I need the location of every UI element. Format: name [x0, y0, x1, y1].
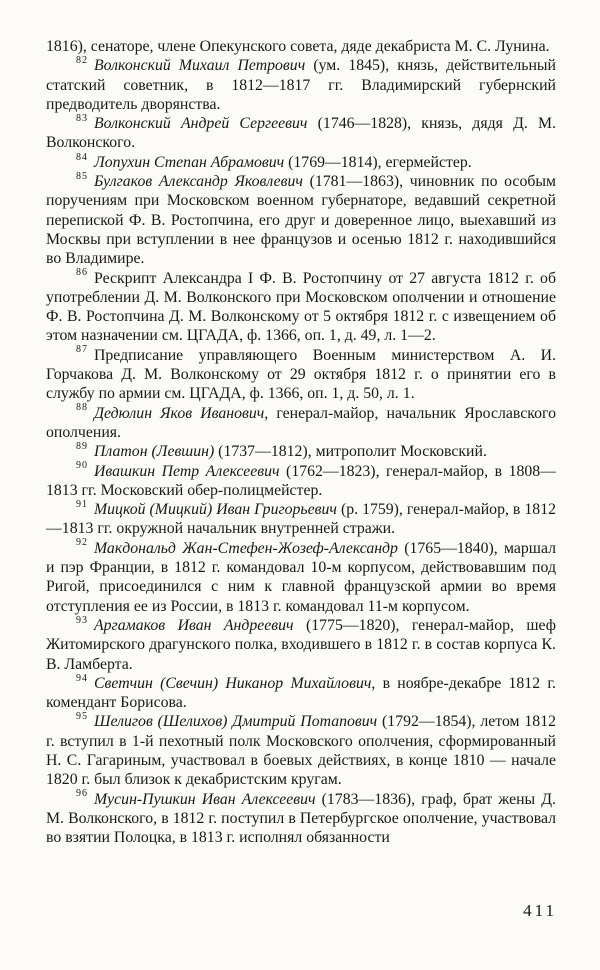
footnote-paragraph	[46, 674, 556, 713]
footnote-paragraph	[46, 404, 556, 443]
footnote-person-name: Мицкой (Мицкий) Иван Григорьевич	[94, 501, 337, 519]
footnote-person-name: Аргамаков Иван Андреевич	[94, 616, 294, 634]
footnote-paragraph	[46, 114, 556, 153]
footnote-marker: 91	[76, 498, 88, 510]
footnote-paragraph	[46, 346, 556, 404]
footnote-text: 1816), сенаторе, члене Опекунского совета, дяде декабриста М. С. Лунина.	[46, 38, 550, 55]
footnote-paragraph	[46, 37, 556, 56]
footnote-text: (1781—1863), чиновник по особым поручениям при Московском военном губернаторе, ведавший секретной перепиской Ф. В. Ростопчина, его друг и доверенное лицо, выехавший из Москвы при вступлении в нее французов и осенью 1812 г. находившийся во Владимире.	[46, 173, 556, 268]
footnote-paragraph	[46, 56, 556, 114]
footnote-text: (1746—1828), князь, дядя Д. М. Волконского.	[46, 115, 556, 152]
footnote-text: (ум. 1845), князь, действительный статский советник, в 1812—1817 гг. Владимирский губернский предводитель дворянства.	[46, 57, 556, 113]
footnote-person-name: Шелигов (Шелихов) Дмитрий Потапович	[94, 713, 378, 731]
footnote-marker: 92	[76, 537, 88, 549]
footnote-text: (1783—1836), граф, брат жены Д. М. Волконского, в 1812 г. поступил в Петербургское ополчение, участвовал во взятии Полоцка, в 1813 г. исполнял обязанности	[46, 790, 556, 847]
footnote-text: Предписание управляющего Военным министерством А. И. Горчакова Д. М. Волконскому от 29 октября 1812 г. о принятии его в службу по армии см. ЦГАДА, ф. 1366, оп. 1, д. 50, л. 1.	[46, 346, 556, 403]
footnote-paragraph	[46, 712, 556, 789]
footnote-marker: 88	[76, 402, 88, 414]
footnote-marker: 94	[76, 672, 88, 684]
footnote-text: (1762—1823), генерал-майор, в 1808—1813 гг. Московский обер-полицмейстер.	[46, 462, 556, 499]
footnote-marker: 95	[76, 711, 88, 723]
footnote-marker: 86	[76, 267, 88, 279]
footnote-person-name: Светчин (Свечин) Никанор Михайлович	[94, 674, 372, 692]
footnote-text: (р. 1759), генерал-майор, в 1812—1813 гг. окружной начальник внутренней стражи.	[46, 501, 556, 538]
footnote-person-name: Платон (Левшин)	[94, 443, 215, 461]
footnote-text: , в ноябре-декабре 1812 г. комендант Борисова.	[46, 674, 556, 712]
footnote-paragraph	[46, 616, 556, 674]
footnote-paragraph	[46, 269, 556, 346]
footnote-marker: 93	[76, 614, 88, 626]
footnote-marker: 84	[76, 151, 88, 163]
footnotes-text-block	[46, 37, 556, 847]
footnote-text: (1765—1840), маршал и пэр Франции, в 1812 г. командовал 10-м корпусом, действовавшим под Ригой, присоединился с ним к главной французской армии во время отступления ее из России, в 1813 г. командовал 11-м корпусом.	[46, 539, 556, 615]
footnote-marker: 83	[76, 112, 88, 124]
footnote-paragraph	[46, 500, 556, 539]
footnote-text: (1792—1854), летом 1812 г. вступил в 1-й пехотный полк Московского ополчения, сформированный Н. С. Гагариным, участвовал в боевых действиях, в конце 1810 — начале 1820 г. был близок к декабристским кругам.	[46, 713, 556, 789]
footnote-text: (1737—1812), митрополит Московский.	[214, 443, 487, 461]
footnote-text: Рескрипт Александра I Ф. В. Ростопчину от 27 августа 1812 г. об употреблении Д. М. Волконского при Московском ополчении и отношение Ф. В. Ростопчина Д. М. Волконскому от 5 октября 1812 г. с извещением об этом назначении см. ЦГАДА, ф. 1366, оп. 1, д. 49, л. 1—2.	[46, 269, 556, 345]
footnote-person-name: Волконский Андрей Сергеевич	[94, 115, 308, 133]
footnote-paragraph	[46, 442, 556, 461]
footnote-text: , генерал-майор, начальник Ярославского ополчения.	[46, 404, 556, 441]
footnote-paragraph	[46, 539, 556, 616]
footnote-person-name: Макдональд Жан-Стефен-Жозеф-Александр	[94, 539, 398, 557]
footnote-marker: 85	[76, 170, 88, 182]
footnote-paragraph	[46, 790, 556, 848]
footnote-person-name: Дедюлин Яков Иванович	[94, 404, 265, 422]
footnote-person-name: Лопухин Степан Абрамович	[94, 153, 285, 171]
page-number: 411	[523, 901, 557, 920]
footnote-person-name: Волконский Михаил Петрович	[94, 57, 306, 75]
footnote-paragraph	[46, 172, 556, 268]
footnote-text: (1775—1820), генерал-майор, шеф Житомирского драгунского полка, входившего в 1812 г. в состав корпуса К. В. Ламберта.	[46, 616, 556, 673]
footnote-person-name: Мусин-Пушкин Иван Алексеевич	[94, 790, 316, 808]
footnote-marker: 82	[76, 55, 88, 67]
footnote-person-name: Ивашкин Петр Алексеевич	[94, 462, 280, 480]
footnote-text: (1769—1814), егермейстер.	[284, 153, 472, 171]
footnote-marker: 89	[76, 440, 88, 452]
footnote-marker: 90	[76, 460, 88, 472]
footnote-marker: 96	[76, 788, 88, 800]
footnote-paragraph	[46, 153, 556, 172]
footnote-person-name: Булгаков Александр Яковлевич	[94, 173, 303, 191]
footnote-paragraph	[46, 462, 556, 501]
footnote-marker: 87	[76, 344, 88, 356]
